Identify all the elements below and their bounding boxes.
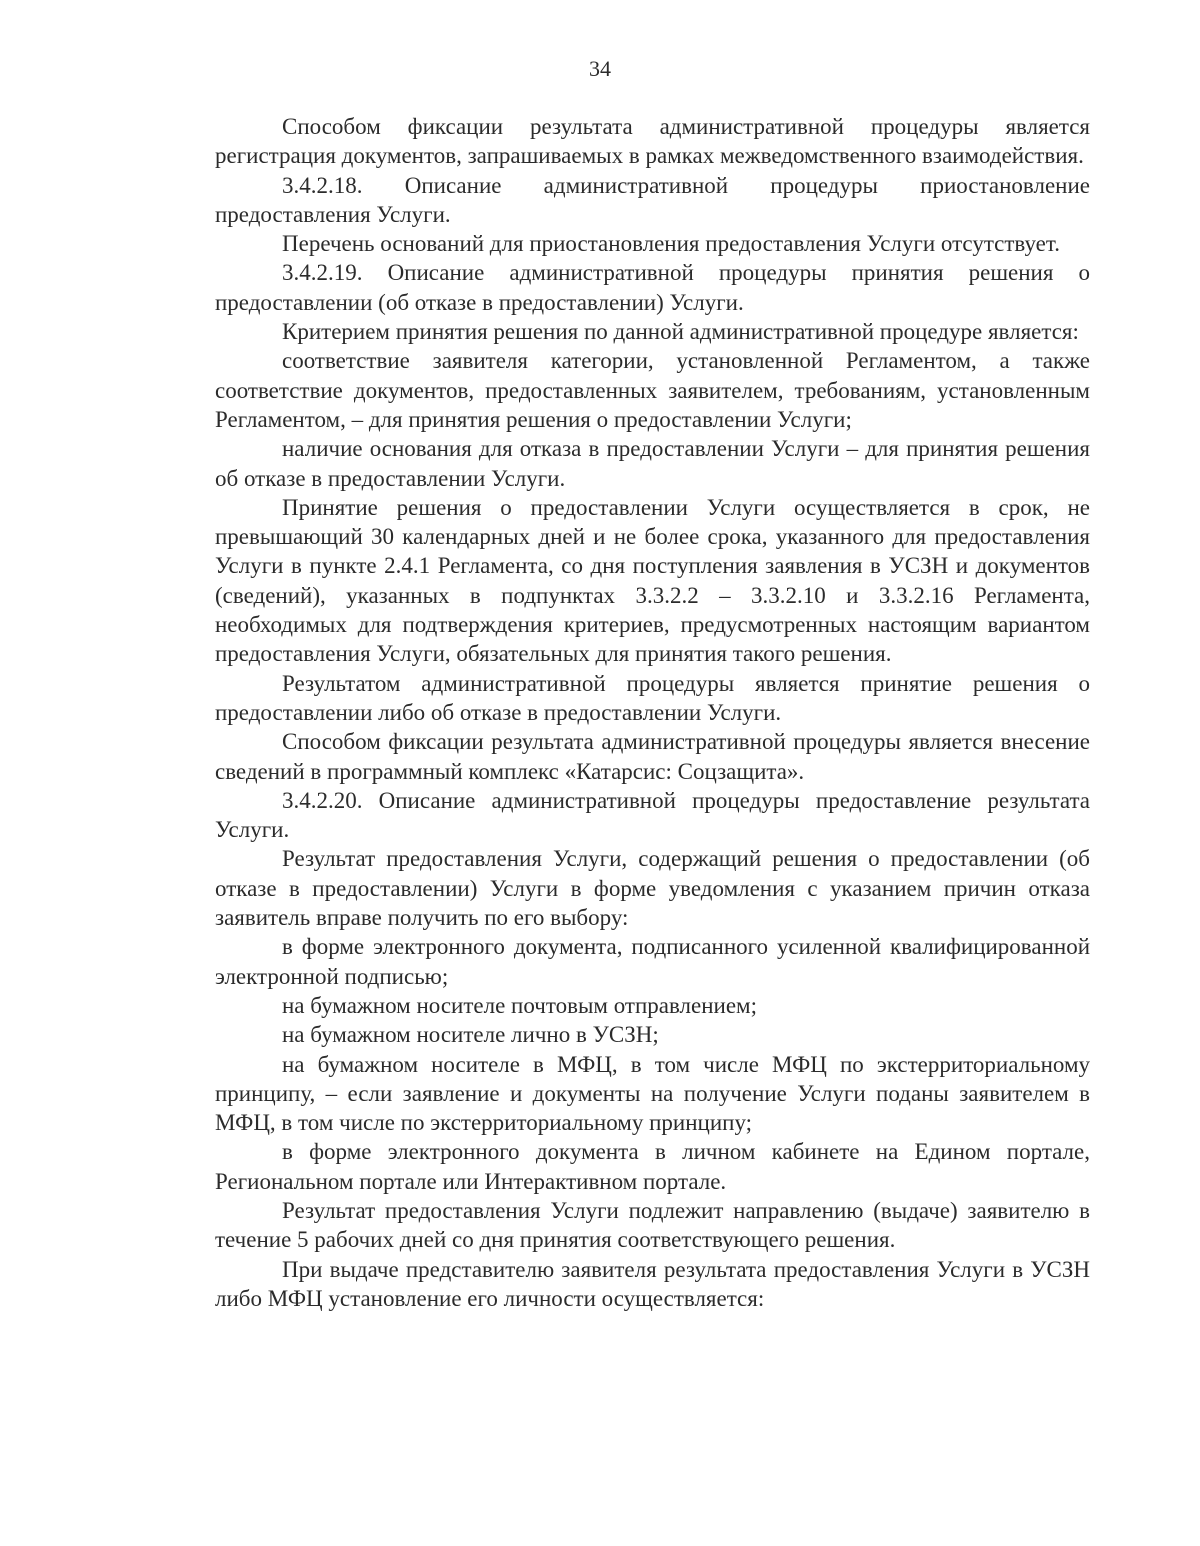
paragraph-delivery-deadline: Результат предоставления Услуги подлежит направлению (выдаче) заявителю в течение 5 рабочих дней со дня принятия соответствующего решения. (215, 1197, 1090, 1253)
paragraph-no-suspension-grounds: Перечень оснований для приостановления предоставления Услуги отсутствует. (282, 231, 1060, 257)
paragraph-option-mfc: на бумажном носителе в МФЦ, в том числе МФЦ по экстерриториальному принципу, – если заявление и документы на получение Услуги поданы заявителем в МФЦ, в том числе по экстерриториальному принципу; (215, 1051, 1090, 1136)
paragraph-option-electronic-signature: в форме электронного документа, подписанного усиленной квалифицированной электронной подписью; (215, 934, 1090, 989)
paragraph-procedure-result: Результатом административной процедуры является принятие решения о предоставлении либо об отказе в предоставлении Услуги. (215, 670, 1090, 725)
paragraph-3-4-2-20-heading: 3.4.2.20. Описание административной процедуры предоставление результата Услуги. (215, 787, 1090, 843)
paragraph-criterion-compliance: соответствие заявителя категории, установленной Регламентом, а также соответствие документов, предоставленных заявителем, требованиям, установленным Регламентом, – для принятия решения о предоставлении Услуги; (215, 348, 1090, 432)
body-text (215, 112, 1090, 1313)
paragraph-representative-identification: При выдаче представителю заявителя результата предоставления Услуги в УСЗН либо МФЦ установление его личности осуществляется: (215, 1256, 1090, 1311)
paragraph-result-options-intro: Результат предоставления Услуги, содержащий решения о предоставлении (об отказе в предоставлении) Услуги в форме уведомления с указанием причин отказа заявитель вправе получить по его выбору: (215, 846, 1090, 931)
paragraph-decision-criterion: Критерием принятия решения по данной административной процедуре является: (282, 319, 1079, 345)
paragraph-3-4-2-18-heading: 3.4.2.18. Описание административной процедуры приостановление предоставления Услуги. (215, 172, 1090, 227)
paragraph-criterion-refusal: наличие основания для отказа в предоставлении Услуги – для принятия решения об отказе в предоставлении Услуги. (215, 436, 1090, 491)
page-number: 34 (589, 56, 611, 81)
paragraph-option-postal: на бумажном носителе почтовым отправлением; (282, 992, 757, 1018)
paragraph-option-in-person-uszn: на бумажном носителе лично в УСЗН; (282, 1022, 659, 1048)
paragraph-fixation-registration: Способом фиксации результата административной процедуры является регистрация документов, запрашиваемых в рамках межведомственного взаимодействия. (215, 114, 1090, 169)
paragraph-fixation-katarsis: Способом фиксации результата административной процедуры является внесение сведений в программный комплекс «Катарсис: Соцзащита». (215, 729, 1090, 784)
paragraph-option-personal-cabinet: в форме электронного документа в личном кабинете на Едином портале, Региональном портале или Интерактивном портале. (215, 1139, 1090, 1194)
paragraph-3-4-2-19-heading: 3.4.2.19. Описание административной процедуры принятия решения о предоставлении (об отказе в предоставлении) Услуги. (215, 260, 1090, 315)
paragraph-decision-deadline: Принятие решения о предоставлении Услуги осуществляется в срок, не превышающий 30 календарных дней и не более срока, указанного для предоставления Услуги в пункте 2.4.1 Регламента, со дня поступления заявления в УСЗН и документов (сведений), указанных в подпунктах 3.3.2.2 – 3.3.2.10 и 3.3.2.16 Регламента, необходимых для подтверждения критериев, предусмотренных настоящим вариантом предоставления Услуги, обязательных для принятия такого решения. (215, 494, 1090, 667)
